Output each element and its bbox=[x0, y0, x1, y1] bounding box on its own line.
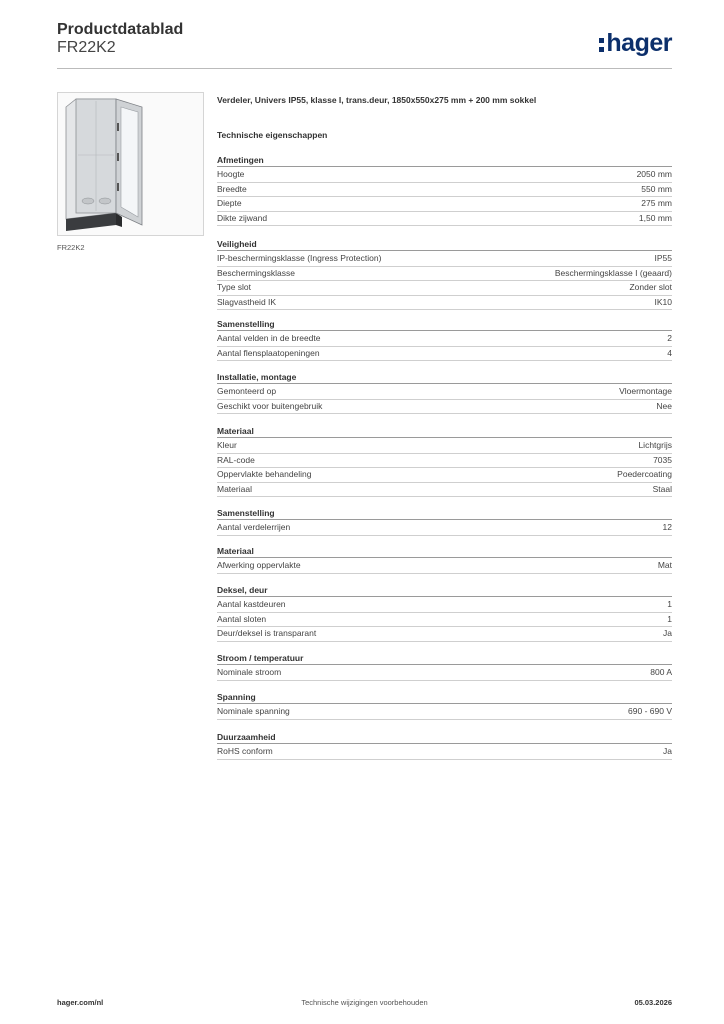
spec-row bbox=[217, 598, 672, 613]
spec-value: 12 bbox=[662, 522, 672, 532]
spec-value: Vloermontage bbox=[619, 386, 672, 396]
spec-value: 2050 mm bbox=[636, 169, 672, 179]
spec-value: 690 - 690 V bbox=[628, 706, 672, 716]
spec-value: 800 A bbox=[650, 667, 672, 677]
spec-row bbox=[217, 627, 672, 642]
spec-label: Oppervlakte behandeling bbox=[217, 469, 312, 479]
spec-label: Aantal kastdeuren bbox=[217, 599, 286, 609]
spec-section bbox=[217, 425, 672, 497]
spec-label: Aantal velden in de breedte bbox=[217, 333, 321, 343]
spec-row bbox=[217, 454, 672, 469]
spec-label: Dikte zijwand bbox=[217, 212, 268, 223]
product-code: FR22K2 bbox=[57, 39, 116, 56]
spec-section bbox=[217, 545, 672, 574]
spec-value: 1 bbox=[667, 613, 672, 624]
section-title: Materiaal bbox=[217, 545, 672, 558]
spec-section bbox=[217, 371, 672, 414]
spec-value: Ja bbox=[663, 746, 672, 756]
header-divider bbox=[57, 68, 672, 69]
spec-value: Lichtgrijs bbox=[638, 440, 672, 450]
spec-label: Diepte bbox=[217, 198, 242, 208]
spec-value: Nee bbox=[656, 400, 672, 411]
spec-label: Nominale spanning bbox=[217, 706, 290, 716]
spec-label: Type slot bbox=[217, 282, 252, 292]
spec-row bbox=[217, 281, 672, 296]
spec-section bbox=[217, 238, 672, 310]
spec-section bbox=[217, 318, 672, 361]
page-footer bbox=[57, 998, 672, 1010]
spec-value: 1,50 mm bbox=[638, 212, 672, 223]
section-title: Afmetingen bbox=[217, 154, 672, 167]
spec-row bbox=[217, 666, 672, 681]
spec-label: Aantal sloten bbox=[217, 613, 267, 624]
section-title: Duurzaamheid bbox=[217, 731, 672, 744]
spec-label: Afwerking oppervlakte bbox=[217, 560, 301, 570]
spec-row bbox=[217, 521, 672, 536]
spec-label: RoHS conform bbox=[217, 746, 273, 756]
spec-row bbox=[217, 483, 672, 498]
section-title: Materiaal bbox=[217, 425, 672, 438]
page-title: Productdatablad bbox=[57, 21, 184, 38]
spec-label: Hoogte bbox=[217, 169, 245, 179]
spec-row bbox=[217, 296, 672, 311]
spec-label: Aantal verdelerrijen bbox=[217, 522, 291, 532]
spec-label: Slagvastheid IK bbox=[217, 296, 277, 307]
spec-row bbox=[217, 400, 672, 415]
spec-value: 2 bbox=[667, 333, 672, 343]
spec-row bbox=[217, 347, 672, 362]
spec-label: IP-beschermingsklasse (Ingress Protection) bbox=[217, 253, 382, 263]
spec-row bbox=[217, 252, 672, 267]
spec-label: RAL-code bbox=[217, 454, 255, 465]
product-image bbox=[57, 92, 204, 236]
spec-label: Gemonteerd op bbox=[217, 386, 277, 396]
footer-notice: Technische wijzigingen voorbehouden bbox=[301, 998, 428, 1007]
spec-row bbox=[217, 332, 672, 347]
spec-value: Poedercoating bbox=[617, 469, 672, 479]
spec-row bbox=[217, 385, 672, 400]
spec-value: 275 mm bbox=[641, 198, 672, 208]
spec-section bbox=[217, 154, 672, 226]
spec-row bbox=[217, 212, 672, 227]
logo-dots-icon bbox=[599, 38, 604, 52]
footer-date: 05.03.2026 bbox=[634, 998, 672, 1007]
spec-label: Breedte bbox=[217, 183, 247, 194]
spec-row bbox=[217, 745, 672, 760]
spec-row bbox=[217, 267, 672, 282]
spec-value: Ja bbox=[663, 628, 672, 638]
spec-value: 1 bbox=[667, 599, 672, 609]
spec-row bbox=[217, 168, 672, 183]
spec-value: IK10 bbox=[654, 296, 672, 307]
spec-row bbox=[217, 613, 672, 628]
section-title: Deksel, deur bbox=[217, 584, 672, 597]
spec-row bbox=[217, 468, 672, 483]
page-header bbox=[57, 20, 672, 72]
section-title: Stroom / temperatuur bbox=[217, 652, 672, 665]
spec-value: 4 bbox=[667, 347, 672, 358]
spec-label: Nominale stroom bbox=[217, 667, 282, 677]
spec-label: Geschikt voor buitengebruik bbox=[217, 400, 323, 411]
spec-label: Deur/deksel is transparant bbox=[217, 628, 317, 638]
spec-value: Staal bbox=[652, 483, 672, 494]
product-description: Verdeler, Univers IP55, klasse I, trans.deur, 1850x550x275 mm + 200 mm sokkel bbox=[217, 95, 537, 105]
section-title: Veiligheid bbox=[217, 238, 672, 251]
spec-label: Beschermingsklasse bbox=[217, 267, 295, 278]
technical-properties-heading: Technische eigenschappen bbox=[217, 130, 328, 140]
spec-section bbox=[217, 584, 672, 642]
spec-label: Kleur bbox=[217, 440, 237, 450]
spec-label: Materiaal bbox=[217, 483, 252, 494]
section-title: Spanning bbox=[217, 691, 672, 704]
footer-website: hager.com/nl bbox=[57, 998, 104, 1007]
section-title: Installatie, montage bbox=[217, 371, 672, 384]
spec-value: 7035 bbox=[653, 454, 672, 465]
spec-section bbox=[217, 652, 672, 681]
section-title: Samenstelling bbox=[217, 318, 672, 331]
spec-section bbox=[217, 731, 672, 760]
spec-value: IP55 bbox=[654, 253, 672, 263]
spec-value: Zonder slot bbox=[629, 282, 672, 292]
spec-value: Mat bbox=[657, 560, 672, 570]
spec-row bbox=[217, 183, 672, 198]
spec-row bbox=[217, 705, 672, 720]
spec-row bbox=[217, 439, 672, 454]
logo-text: hager bbox=[606, 28, 672, 57]
spec-section bbox=[217, 691, 672, 720]
spec-row bbox=[217, 197, 672, 212]
cabinet-with-open-glass-door-icon bbox=[58, 93, 203, 235]
spec-value: 550 mm bbox=[641, 183, 672, 194]
spec-label: Aantal flensplaatopeningen bbox=[217, 347, 320, 358]
spec-section bbox=[217, 507, 672, 536]
hager-logo bbox=[599, 28, 672, 58]
image-caption: FR22K2 bbox=[57, 243, 85, 252]
spec-value: Beschermingsklasse I (geaard) bbox=[554, 267, 672, 278]
spec-row bbox=[217, 559, 672, 574]
section-title: Samenstelling bbox=[217, 507, 672, 520]
